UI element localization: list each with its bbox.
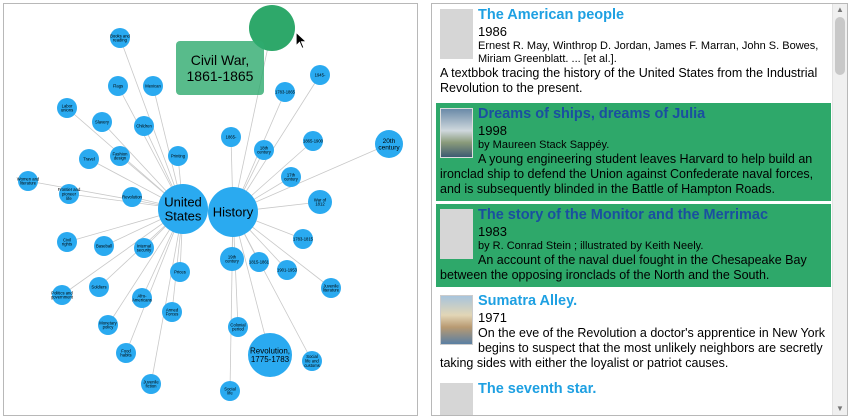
graph-node-label: Revolution, [249, 346, 291, 356]
graph-node-label: 1945- [314, 72, 326, 78]
graph-node-label: History [212, 204, 254, 220]
graph-node-label: Flags [112, 83, 124, 89]
graph-node-label: century [284, 176, 298, 182]
graph-node[interactable] [277, 260, 298, 280]
graph-node-label: Frontier and [57, 187, 81, 193]
graph-node-label: 1865-1900 [302, 138, 324, 144]
result-description: A young engineering student leaves Harvard to help build an ironclad ship to defend the Union against Confederate naval forces, and is subsequently blinded in the Battle of Hampton Roads. [440, 152, 814, 196]
graph-node-label: design [113, 155, 127, 161]
graph-node-label: Social [224, 386, 236, 392]
graph-node-label: Mexican [145, 83, 161, 89]
graph-node[interactable] [275, 82, 296, 102]
graph-node-label: Juvenile [143, 379, 159, 385]
graph-node[interactable] [116, 343, 136, 363]
graph-node-label: pioneer [62, 191, 76, 197]
graph-node-label: 20th [382, 137, 396, 145]
result-year: 1983 [478, 224, 507, 239]
graph-node[interactable] [17, 171, 40, 191]
graph-node-label: government [50, 294, 74, 300]
result-title-link[interactable]: The story of the Monitor and the Merrimac [478, 207, 769, 223]
graph-node[interactable] [92, 112, 112, 132]
graph-edge [151, 209, 183, 384]
graph-node-label: customs [304, 362, 320, 368]
graph-node-label: life [227, 390, 233, 396]
graph-node-label: 1815-1861 [248, 259, 270, 265]
graph-node-label: War of [313, 197, 327, 203]
result-year: 1986 [478, 24, 507, 39]
graph-node[interactable] [308, 190, 332, 214]
graph-node[interactable] [375, 130, 403, 158]
graph-node-label: 19th [227, 254, 237, 260]
scroll-down-arrow-icon[interactable]: ▼ [836, 404, 844, 413]
graph-node[interactable] [110, 28, 131, 48]
graph-node[interactable] [132, 288, 152, 308]
result-item[interactable] [436, 290, 831, 375]
result-item[interactable] [436, 204, 831, 287]
graph-node-label: 1812 [315, 201, 325, 207]
graph-node[interactable] [134, 238, 154, 258]
graph-node[interactable] [134, 116, 154, 136]
graph-node[interactable] [57, 232, 77, 252]
results-panel[interactable] [431, 3, 848, 416]
graph-node[interactable] [108, 76, 128, 96]
graph-node-label: literature [19, 180, 37, 186]
graph-node[interactable] [321, 278, 341, 298]
graph-node-label: life and [305, 358, 319, 364]
graph-node-label: Labor [61, 103, 73, 109]
graph-node[interactable] [79, 149, 99, 169]
graph-node-label: United [164, 194, 202, 210]
graph-node-label: Slavery [95, 119, 109, 125]
graph-node-label: Books and [110, 33, 130, 39]
graph-node-label: security [136, 247, 152, 253]
graph-node[interactable] [51, 285, 74, 305]
graph-node-label: Social [306, 354, 318, 360]
graph-node[interactable] [228, 317, 248, 337]
graph-node-label: life [66, 195, 72, 201]
graph-node[interactable] [58, 184, 81, 204]
graph-node-label: policy [102, 324, 114, 330]
result-item[interactable] [436, 4, 831, 100]
graph-node[interactable] [249, 252, 270, 272]
graph-node-label: century [378, 144, 400, 152]
graph-node-label: Forces [165, 311, 179, 317]
graph-node-label: Fashion [112, 151, 128, 157]
graph-node-label: 1783-1815 [292, 236, 314, 242]
graph-node-label: period [232, 326, 244, 332]
graph-node-label: 1865- [225, 134, 237, 140]
result-title-link[interactable]: Dreams of ships, dreams of Julia [478, 106, 706, 122]
graph-hub-node[interactable] [158, 184, 208, 234]
result-title-link[interactable]: The seventh star. [478, 381, 597, 397]
book-cover-image [440, 108, 473, 158]
result-description: An account of the naval duel fought in the Chesapeake Bay between the opposing ironclads of the North and the South. [440, 253, 807, 282]
results-list [432, 4, 831, 416]
graph-node-label: Children [136, 123, 152, 129]
graph-node[interactable] [98, 315, 118, 335]
graph-node-label: Soldiers [91, 284, 107, 290]
graph-node-label: Colonial [230, 322, 246, 328]
graph-node[interactable] [302, 351, 322, 371]
graph-node-label: Baseball [95, 243, 113, 249]
graph-node[interactable] [221, 127, 241, 147]
graph-node-label: Monetary [99, 320, 117, 326]
graph-node-label: Food [121, 348, 131, 354]
cover-placeholder-icon [440, 209, 473, 259]
graph-node-label: Women and [16, 176, 40, 182]
graph-node-label: unions [60, 107, 74, 113]
graph-node-label: Armed [165, 307, 179, 313]
graph-node[interactable] [220, 247, 244, 271]
result-title-link[interactable]: Sumatra Alley. [478, 293, 578, 309]
graph-node-label: 1901-1953 [276, 267, 298, 273]
graph-node-label: Politics and [51, 290, 73, 296]
graph-node-label: literature [322, 287, 340, 293]
node-tooltip: Civil War, 1861-1865 [176, 41, 264, 95]
graph-node[interactable] [57, 98, 77, 118]
graph-node-label: States [164, 208, 202, 224]
graph-node-label: Afro- [137, 293, 147, 299]
graph-node[interactable] [162, 302, 182, 322]
graph-hub-node[interactable] [208, 187, 258, 237]
graph-node-label: 18th [259, 145, 269, 151]
graph-node[interactable] [254, 140, 274, 160]
subject-graph-panel[interactable] [3, 3, 418, 416]
graph-node-label: Revolution [122, 194, 142, 200]
result-description: A textbbok tracing the history of the United States from the Industrial Revolution to the present. [440, 66, 818, 95]
cover-placeholder-icon [440, 9, 473, 59]
graph-node-label: Civil [63, 237, 71, 243]
graph-node[interactable] [303, 131, 324, 151]
graph-node[interactable] [143, 76, 163, 96]
graph-node-label: Juvenile [323, 283, 339, 289]
graph-node-label: century [225, 258, 239, 264]
graph-node[interactable] [248, 333, 292, 377]
graph-node[interactable] [170, 262, 190, 282]
result-authors: by Maureen Stack Sappéy. [478, 139, 610, 151]
book-cover-image [440, 295, 473, 345]
graph-node-label: rights [61, 241, 73, 247]
result-year: 1971 [478, 310, 507, 325]
scroll-thumb[interactable] [835, 17, 845, 75]
graph-node[interactable] [141, 374, 161, 394]
results-scrollbar[interactable] [832, 4, 847, 415]
graph-node-label: Internal [137, 243, 151, 249]
graph-node-label: Prices [174, 269, 186, 275]
graph-node[interactable] [89, 277, 109, 297]
graph-node-label: century [257, 149, 271, 155]
graph-node-label: Americans [132, 297, 152, 303]
graph-node[interactable] [293, 229, 314, 249]
result-item[interactable] [436, 378, 831, 416]
graph-node-label: habits [120, 352, 132, 358]
graph-node-label: reading [113, 37, 127, 43]
result-title-link[interactable]: The American people [478, 7, 625, 23]
graph-node[interactable] [122, 187, 143, 207]
graph-node[interactable] [168, 146, 188, 166]
graph-node-label: 1775-1783 [250, 355, 290, 364]
graph-node-label: Printing [170, 153, 186, 159]
graph-edge [230, 212, 233, 391]
result-authors: by R. Conrad Stein ; illustrated by Keith Neely. [478, 240, 704, 252]
cover-placeholder-icon [440, 383, 473, 416]
result-description: On the eve of the Revolution a doctor's apprentice in New York begins to suspect that the most unlikely neighbors are secretly taking sides with either the loyalist or patriot causes. [440, 326, 826, 370]
graph-node-label: 17th [286, 172, 296, 178]
result-authors: Ernest R. May, Winthrop D. Jordan, James F. Marran, John S. Bowes, Miriam Greenblatt. ... [et al.]. [478, 40, 819, 65]
scroll-up-arrow-icon[interactable]: ▲ [836, 5, 844, 14]
graph-node[interactable] [310, 65, 330, 85]
graph-node[interactable] [110, 146, 130, 166]
graph-node[interactable] [94, 236, 114, 256]
graph-node[interactable] [220, 381, 240, 401]
graph-node-label: fiction [145, 383, 157, 389]
graph-node-label: 1783-1865 [274, 89, 296, 95]
result-year: 1998 [478, 123, 507, 138]
graph-node-label: Travel [83, 156, 95, 162]
mouse-cursor-icon [295, 31, 309, 51]
graph-node[interactable] [281, 167, 301, 187]
result-item[interactable] [436, 103, 831, 201]
